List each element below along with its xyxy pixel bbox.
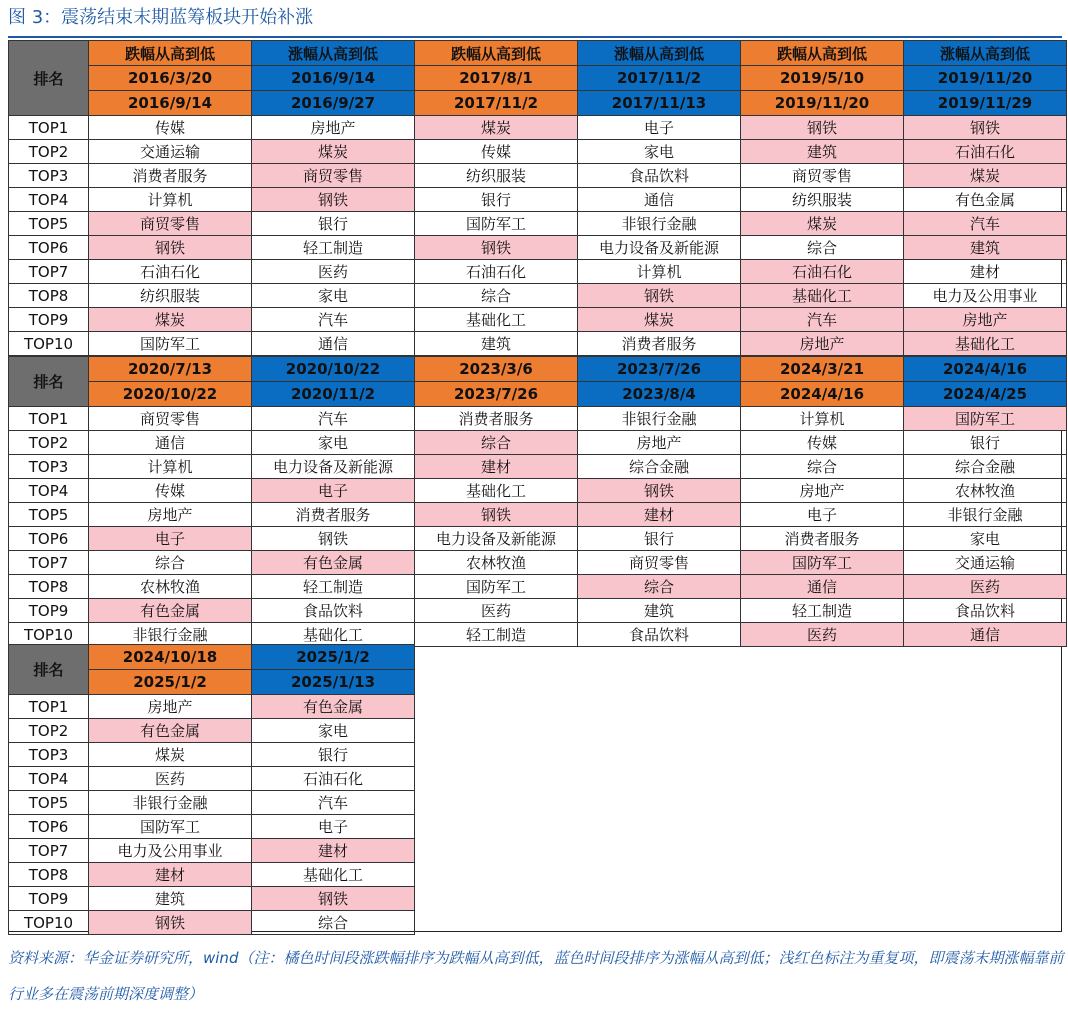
industry-cell: 计算机 (741, 407, 904, 431)
industry-cell: 石油石化 (415, 260, 578, 284)
industry-cell: 医药 (415, 599, 578, 623)
rank-label: TOP10 (9, 623, 89, 647)
industry-cell: 食品饮料 (578, 623, 741, 647)
industry-cell: 家电 (252, 431, 415, 455)
rank-label: TOP2 (9, 431, 89, 455)
period-end-date: 2020/10/22 (89, 382, 252, 407)
period-end-date: 2016/9/14 (89, 91, 252, 116)
industry-cell: 电力设备及新能源 (252, 455, 415, 479)
industry-cell-repeat: 电子 (252, 479, 415, 503)
table-row (9, 503, 1067, 527)
industry-cell: 综合 (741, 236, 904, 260)
rank-label: TOP2 (9, 140, 89, 164)
rank-label: TOP6 (9, 236, 89, 260)
rank-label: TOP10 (9, 911, 89, 935)
title-rule (8, 36, 1062, 38)
industry-cell-repeat: 建材 (415, 455, 578, 479)
period-start-date: 2024/3/21 (741, 357, 904, 382)
period-start-date: 2017/8/1 (415, 66, 578, 91)
industry-cell: 综合金融 (904, 455, 1067, 479)
industry-cell: 煤炭 (89, 743, 252, 767)
period-end-date: 2025/1/2 (89, 670, 252, 695)
industry-cell: 综合 (741, 455, 904, 479)
industry-cell-repeat: 汽车 (741, 308, 904, 332)
industry-cell: 房地产 (89, 695, 252, 719)
table-row (9, 599, 1067, 623)
industry-cell-repeat: 钢铁 (741, 116, 904, 140)
industry-cell-repeat: 通信 (741, 575, 904, 599)
industry-cell-repeat: 建材 (89, 863, 252, 887)
industry-cell: 基础化工 (252, 623, 415, 647)
industry-cell: 国防军工 (89, 332, 252, 356)
industry-cell: 传媒 (741, 431, 904, 455)
period-end-date: 2023/7/26 (415, 382, 578, 407)
industry-cell: 综合金融 (578, 455, 741, 479)
industry-cell: 汽车 (252, 308, 415, 332)
industry-cell: 汽车 (252, 791, 415, 815)
industry-cell: 电力及公用事业 (89, 839, 252, 863)
rank-label: TOP7 (9, 551, 89, 575)
industry-cell-repeat: 钢铁 (415, 236, 578, 260)
industry-cell-repeat: 建材 (578, 503, 741, 527)
table-row (9, 164, 1067, 188)
ranking-table (8, 356, 1067, 647)
industry-cell: 银行 (578, 527, 741, 551)
industry-cell: 家电 (578, 140, 741, 164)
industry-cell: 纺织服装 (415, 164, 578, 188)
industry-cell-repeat: 钢铁 (578, 284, 741, 308)
table-row (9, 455, 1067, 479)
industry-cell: 消费者服务 (741, 527, 904, 551)
industry-cell: 农林牧渔 (89, 575, 252, 599)
rank-label: TOP7 (9, 839, 89, 863)
period-label: 跌幅从高到低 (415, 41, 578, 66)
industry-cell: 电力及公用事业 (904, 284, 1067, 308)
rank-label: TOP1 (9, 695, 89, 719)
industry-cell: 农林牧渔 (904, 479, 1067, 503)
ranking-table (8, 40, 1067, 356)
industry-cell: 基础化工 (252, 863, 415, 887)
source-note: 资料来源：华金证券研究所，wind（注：橘色时间段涨跌幅排序为跌幅从高到低，蓝色时间段排序为涨幅从高到低；浅红色标注为重复项，即震荡末期涨幅靠前行业多在震荡前期深度调整） (8, 949, 1064, 1003)
period-end-date: 2024/4/16 (741, 382, 904, 407)
industry-cell-repeat: 国防军工 (741, 551, 904, 575)
table-row (9, 332, 1067, 356)
industry-cell: 基础化工 (415, 308, 578, 332)
industry-cell-repeat: 建筑 (741, 140, 904, 164)
period-label: 跌幅从高到低 (89, 41, 252, 66)
industry-cell: 计算机 (89, 455, 252, 479)
industry-cell: 纺织服装 (89, 284, 252, 308)
table-row (9, 527, 1067, 551)
rank-label: TOP2 (9, 719, 89, 743)
industry-cell: 商贸零售 (741, 164, 904, 188)
rank-label: TOP8 (9, 284, 89, 308)
industry-cell: 房地产 (578, 431, 741, 455)
table-row (9, 407, 1067, 431)
industry-cell: 传媒 (89, 116, 252, 140)
industry-cell: 国防军工 (415, 212, 578, 236)
rank-label: TOP5 (9, 212, 89, 236)
rank-label: TOP4 (9, 479, 89, 503)
period-start-date: 2019/5/10 (741, 66, 904, 91)
period-start-date: 2023/3/6 (415, 357, 578, 382)
period-start-date: 2023/7/26 (578, 357, 741, 382)
industry-cell: 建筑 (415, 332, 578, 356)
industry-cell-repeat: 钢铁 (89, 911, 252, 935)
table-row (9, 551, 1067, 575)
industry-cell: 综合 (415, 284, 578, 308)
industry-cell: 食品饮料 (578, 164, 741, 188)
industry-cell-repeat: 石油石化 (904, 140, 1067, 164)
industry-cell-repeat: 综合 (578, 575, 741, 599)
industry-cell: 通信 (252, 332, 415, 356)
table-row (9, 188, 1067, 212)
industry-cell: 通信 (89, 431, 252, 455)
industry-cell: 家电 (252, 719, 415, 743)
period-end-date: 2019/11/29 (904, 91, 1067, 116)
industry-cell-repeat: 钢铁 (252, 188, 415, 212)
table-row (9, 887, 415, 911)
industry-cell-repeat: 煤炭 (904, 164, 1067, 188)
header-row (9, 645, 415, 670)
period-start-date: 2025/1/2 (252, 645, 415, 670)
period-start-date: 2017/11/2 (578, 66, 741, 91)
table-row (9, 284, 1067, 308)
table-row (9, 791, 415, 815)
industry-cell-repeat: 医药 (741, 623, 904, 647)
industry-cell: 轻工制造 (415, 623, 578, 647)
table-row (9, 431, 1067, 455)
industry-cell-repeat: 房地产 (904, 308, 1067, 332)
industry-cell: 消费者服务 (89, 164, 252, 188)
period-end-date: 2019/11/20 (741, 91, 904, 116)
industry-cell: 电力设备及新能源 (415, 527, 578, 551)
industry-cell-repeat: 钢铁 (252, 887, 415, 911)
industry-cell: 交通运输 (89, 140, 252, 164)
industry-cell: 银行 (415, 188, 578, 212)
industry-cell-repeat: 钢铁 (578, 479, 741, 503)
rank-label: TOP7 (9, 260, 89, 284)
industry-cell: 商贸零售 (578, 551, 741, 575)
table-row (9, 767, 415, 791)
industry-cell: 食品饮料 (252, 599, 415, 623)
industry-cell: 消费者服务 (578, 332, 741, 356)
industry-cell-repeat: 综合 (415, 431, 578, 455)
industry-cell: 汽车 (252, 407, 415, 431)
period-start-date: 2016/9/14 (252, 66, 415, 91)
header-row (9, 357, 1067, 382)
industry-cell-repeat: 有色金属 (252, 551, 415, 575)
table-row (9, 911, 415, 935)
industry-cell: 电力设备及新能源 (578, 236, 741, 260)
industry-cell: 房地产 (741, 479, 904, 503)
period-end-date: 2023/8/4 (578, 382, 741, 407)
industry-cell: 非银行金融 (578, 407, 741, 431)
industry-cell: 银行 (252, 212, 415, 236)
table-row (9, 743, 415, 767)
industry-cell-repeat: 钢铁 (89, 236, 252, 260)
table-row (9, 695, 415, 719)
industry-cell-repeat: 电子 (89, 527, 252, 551)
industry-cell-repeat: 商贸零售 (89, 212, 252, 236)
industry-cell: 国防军工 (89, 815, 252, 839)
period-label: 涨幅从高到低 (904, 41, 1067, 66)
rank-label: TOP9 (9, 308, 89, 332)
rank-label: TOP9 (9, 887, 89, 911)
table-row (9, 236, 1067, 260)
industry-cell-repeat: 建筑 (904, 236, 1067, 260)
industry-cell-repeat: 基础化工 (741, 284, 904, 308)
industry-cell: 钢铁 (252, 527, 415, 551)
period-start-date: 2024/10/18 (89, 645, 252, 670)
industry-cell: 有色金属 (904, 188, 1067, 212)
table-row (9, 623, 1067, 647)
header-row (9, 66, 1067, 91)
industry-cell-repeat: 有色金属 (252, 695, 415, 719)
period-end-date: 2020/11/2 (252, 382, 415, 407)
figure-title: 图 3：震荡结束末期蓝筹板块开始补涨 (8, 7, 314, 28)
table-row (9, 815, 415, 839)
industry-cell-repeat: 有色金属 (89, 599, 252, 623)
industry-cell-repeat: 煤炭 (578, 308, 741, 332)
industry-cell: 建筑 (89, 887, 252, 911)
rank-label: TOP9 (9, 599, 89, 623)
table-row (9, 260, 1067, 284)
industry-cell: 非银行金融 (904, 503, 1067, 527)
table-row (9, 575, 1067, 599)
table-row (9, 140, 1067, 164)
industry-cell: 农林牧渔 (415, 551, 578, 575)
industry-cell: 非银行金融 (578, 212, 741, 236)
industry-cell: 传媒 (89, 479, 252, 503)
rank-label: TOP4 (9, 767, 89, 791)
rank-label: TOP5 (9, 503, 89, 527)
period-end-date: 2016/9/27 (252, 91, 415, 116)
industry-cell-repeat: 医药 (904, 575, 1067, 599)
industry-cell-repeat: 煤炭 (741, 212, 904, 236)
industry-cell: 国防军工 (415, 575, 578, 599)
rank-header: 排名 (9, 645, 89, 695)
period-end-date: 2025/1/13 (252, 670, 415, 695)
industry-cell: 电子 (741, 503, 904, 527)
industry-cell-repeat: 钢铁 (904, 116, 1067, 140)
period-end-date: 2024/4/25 (904, 382, 1067, 407)
industry-cell-repeat: 汽车 (904, 212, 1067, 236)
industry-cell-repeat: 基础化工 (904, 332, 1067, 356)
industry-cell: 医药 (89, 767, 252, 791)
industry-cell: 房地产 (252, 116, 415, 140)
industry-cell: 计算机 (578, 260, 741, 284)
industry-cell: 非银行金融 (89, 791, 252, 815)
industry-cell: 房地产 (89, 503, 252, 527)
industry-cell: 电子 (252, 815, 415, 839)
header-row (9, 91, 1067, 116)
rank-label: TOP8 (9, 863, 89, 887)
period-start-date: 2020/7/13 (89, 357, 252, 382)
rank-header: 排名 (9, 357, 89, 407)
industry-cell: 银行 (904, 431, 1067, 455)
industry-cell-repeat: 国防军工 (904, 407, 1067, 431)
period-start-date: 2024/4/16 (904, 357, 1067, 382)
period-end-date: 2017/11/13 (578, 91, 741, 116)
industry-cell-repeat: 建材 (252, 839, 415, 863)
period-label: 涨幅从高到低 (252, 41, 415, 66)
industry-cell-repeat: 钢铁 (415, 503, 578, 527)
rank-label: TOP4 (9, 188, 89, 212)
industry-cell-repeat: 煤炭 (252, 140, 415, 164)
industry-cell: 综合 (252, 911, 415, 935)
industry-cell-repeat: 有色金属 (89, 719, 252, 743)
rank-label: TOP6 (9, 527, 89, 551)
industry-cell-repeat: 商贸零售 (252, 164, 415, 188)
table-row (9, 839, 415, 863)
industry-cell: 轻工制造 (252, 236, 415, 260)
rank-label: TOP3 (9, 164, 89, 188)
period-start-date: 2019/11/20 (904, 66, 1067, 91)
period-end-date: 2017/11/2 (415, 91, 578, 116)
header-row (9, 41, 1067, 66)
industry-cell: 消费者服务 (415, 407, 578, 431)
industry-cell: 计算机 (89, 188, 252, 212)
industry-cell: 轻工制造 (741, 599, 904, 623)
industry-cell: 石油石化 (252, 767, 415, 791)
industry-cell: 基础化工 (415, 479, 578, 503)
rank-label: TOP10 (9, 332, 89, 356)
ranking-table (8, 644, 415, 935)
industry-cell-repeat: 煤炭 (89, 308, 252, 332)
industry-cell: 医药 (252, 260, 415, 284)
industry-cell-repeat: 煤炭 (415, 116, 578, 140)
industry-cell: 交通运输 (904, 551, 1067, 575)
industry-cell: 食品饮料 (904, 599, 1067, 623)
industry-cell: 轻工制造 (252, 575, 415, 599)
rank-label: TOP3 (9, 743, 89, 767)
period-start-date: 2016/3/20 (89, 66, 252, 91)
industry-cell-repeat: 房地产 (741, 332, 904, 356)
industry-cell: 纺织服装 (741, 188, 904, 212)
industry-cell-repeat: 通信 (904, 623, 1067, 647)
industry-cell: 综合 (89, 551, 252, 575)
industry-cell: 家电 (904, 527, 1067, 551)
table-row (9, 308, 1067, 332)
industry-cell: 非银行金融 (89, 623, 252, 647)
industry-cell: 商贸零售 (89, 407, 252, 431)
industry-cell-repeat: 石油石化 (741, 260, 904, 284)
rank-label: TOP6 (9, 815, 89, 839)
rank-header: 排名 (9, 41, 89, 116)
header-row (9, 382, 1067, 407)
industry-cell: 银行 (252, 743, 415, 767)
rank-label: TOP5 (9, 791, 89, 815)
industry-cell: 石油石化 (89, 260, 252, 284)
rank-label: TOP3 (9, 455, 89, 479)
industry-cell: 家电 (252, 284, 415, 308)
period-label: 跌幅从高到低 (741, 41, 904, 66)
table-row (9, 863, 415, 887)
period-start-date: 2020/10/22 (252, 357, 415, 382)
period-label: 涨幅从高到低 (578, 41, 741, 66)
table-row (9, 479, 1067, 503)
industry-cell: 传媒 (415, 140, 578, 164)
table-row (9, 116, 1067, 140)
rank-label: TOP1 (9, 116, 89, 140)
table-row (9, 212, 1067, 236)
industry-cell: 建材 (904, 260, 1067, 284)
rank-label: TOP8 (9, 575, 89, 599)
rank-label: TOP1 (9, 407, 89, 431)
industry-cell: 消费者服务 (252, 503, 415, 527)
industry-cell: 电子 (578, 116, 741, 140)
industry-cell: 建筑 (578, 599, 741, 623)
industry-cell: 通信 (578, 188, 741, 212)
table-row (9, 719, 415, 743)
